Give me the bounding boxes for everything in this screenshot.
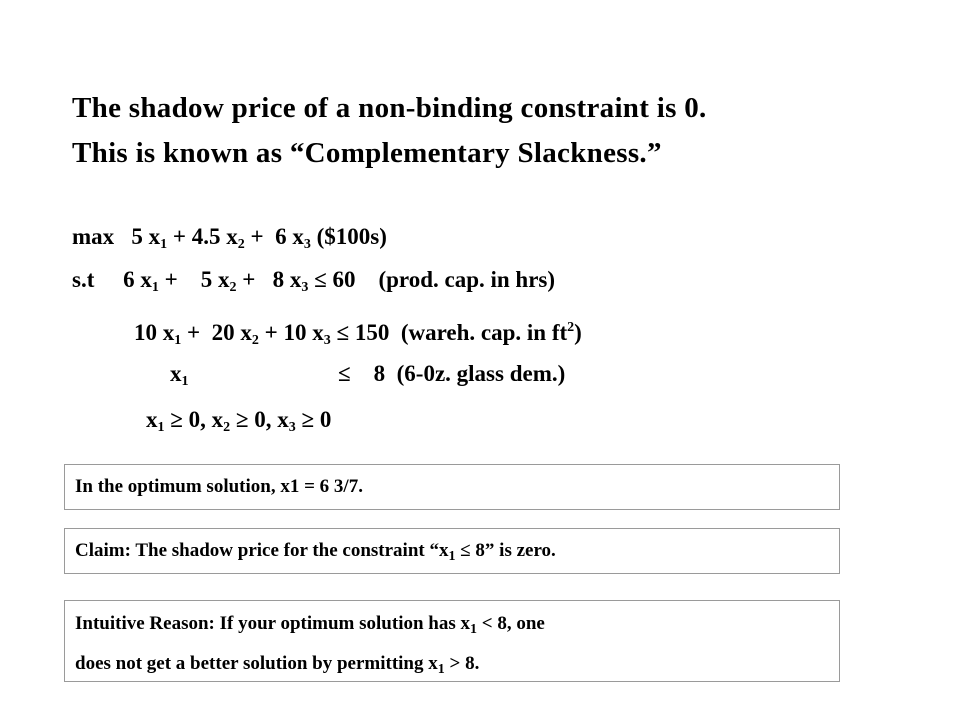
title-line-2: This is known as “Complementary Slackness.” [72,137,662,169]
intuitive-reason-box [64,600,840,682]
reason-line-2: does not get a better solution by permitting $x_1 > 8$. [75,653,480,677]
claim-text: Claim: The shadow price for the constraint “$x_1 \le 8$” is zero. [75,540,556,564]
title-line-1: The shadow price of a non-binding constraint is 0. [72,92,707,124]
constraint-warehouse: 10 $x_1 + 20$ $x_2 + 10$ $x_3 \le 150$ (wareh. cap. in $ft^2$) [134,320,582,348]
nonnegativity-constraints: $x_1 \ge 0$, $x_2 \ge 0$, $x_3 \ge 0$ [146,407,332,435]
constraint-production: s.t 6 $x_1$ + 5 $x_2 + 8$ $x_3 \le 60$ (prod. cap. in hrs) [72,267,556,295]
reason-line-1: Intuitive Reason: If your optimum solution has $x_1 < 8$, one [75,613,545,637]
objective-function: max 5 $x_1 + 4.5$ $x_2 + 6$ $x_3$ ($100s) [72,224,387,252]
optimum-solution-text: In the optimum solution, x1 = 6 3/7. [75,476,363,497]
optimum-solution-box [64,464,840,510]
slide-title [72,86,707,176]
claim-box [64,528,840,574]
constraint-demand: $x_1$ ≤ 8 (6-0z. glass dem.) [170,361,566,389]
